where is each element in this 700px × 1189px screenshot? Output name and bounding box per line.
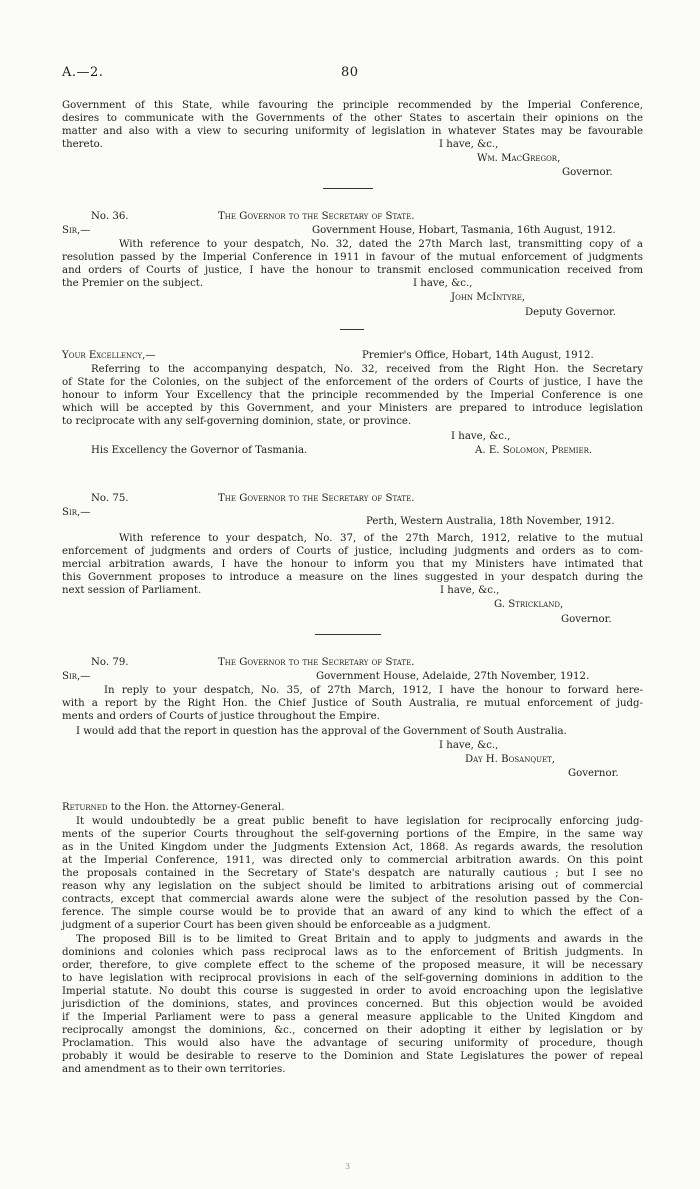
text-line: next session of Parliament. [62, 585, 202, 596]
page-number: 80 [341, 65, 359, 80]
text-line: at the Imperial Conference, 1911, was directed only to commercial arbitration awards. On this point [62, 855, 643, 866]
text-line: Proclamation. This would also have the advantage of securing uniformity of procedure, though [62, 1038, 643, 1049]
text-line: with a report by the Right Hon. the Chief Justice of South Australia, re mutual enforcement of judg- [62, 698, 643, 709]
text-line: Government of this State, while favouring the principle recommended by the Imperial Conference, [62, 100, 643, 111]
text-line: ments and orders of Courts of justice throughout the Empire. [62, 711, 380, 722]
salutation: Your Excellency,— [62, 350, 156, 361]
salutation: Sir,— [62, 225, 91, 236]
addressee: His Excellency the Governor of Tasmania. [91, 445, 308, 456]
text-line: this Government proposes to introduce a measure on the lines suggested in your despatch during the [62, 572, 643, 583]
closing: I have, &c., [439, 740, 499, 751]
closing: I have, &c., [440, 585, 500, 596]
place-date: Perth, Western Australia, 18th November, 1912. [366, 516, 615, 527]
text-line: jurisdiction of the dominions, states, and provinces concerned. But this objection would be avoided [62, 999, 643, 1010]
closing: I have, &c., [413, 278, 473, 289]
section-divider [340, 329, 364, 330]
text-line: which will be accepted by this Government, and your Ministers are prepared to introduce legislation [62, 403, 643, 414]
closing: I have, &c., [439, 139, 499, 150]
text-line: With reference to your despatch, No. 37, of the 27th March, 1912, relative to the mutual [119, 533, 643, 544]
text-line: enforcement of judgments and orders of Courts of justice, including judgments and orders as to com- [62, 546, 643, 557]
despatch-heading: The Governor to the Secretary of State. [218, 493, 415, 504]
text-line: reciprocally amongst the dominions, &c., concerned on their adopting it either by legislation or by [62, 1025, 643, 1036]
text-line: probably it would be desirable to reserve to the Dominion and State Legislatures the power of repeal [62, 1051, 643, 1062]
document-reference: A.—2. [62, 65, 104, 80]
signer-title: Governor. [562, 167, 613, 178]
footer-mark: 3 [345, 1162, 351, 1171]
minute-lead-word: Returned [62, 802, 108, 813]
text-line: order, therefore, to give complete effect to the scheme of the proposed measure, it will be necessary [62, 960, 643, 971]
salutation: Sir,— [62, 507, 91, 518]
despatch-heading: The Governor to the Secretary of State. [218, 657, 415, 668]
text-line: if the Imperial Parliament were to pass a general measure applicable to the United Kingdom and [62, 1012, 643, 1023]
text-line: The proposed Bill is to be limited to Great Britain and to apply to judgments and awards in the [76, 934, 643, 945]
text-line: mercial arbitration awards, I have the honour to inform you that my Ministers have intimated that [62, 559, 643, 570]
signer: Day H. Bosanquet, [465, 754, 556, 765]
text-line: and amendment as to their own territories. [62, 1064, 286, 1075]
closing: I have, &c., [451, 431, 511, 442]
despatch-number: No. 79. [91, 657, 129, 668]
text-line: With reference to your despatch, No. 32, dated the 27th March last, transmitting copy of a [119, 239, 643, 250]
text-line: of State for the Colonies, on the subject of the enforcement of the orders of Courts of justice, I have the [62, 377, 643, 388]
text-line: to reciprocate with any self-governing dominion, state, or province. [62, 416, 412, 427]
section-divider [323, 188, 373, 189]
place-date: Government House, Adelaide, 27th November, 1912. [316, 671, 590, 682]
text-line: Imperial statute. No doubt this course is suggested in order to avoid encroaching upon the legislative [62, 986, 643, 997]
text-line: and orders of Courts of justice, I have the honour to transmit enclosed communication received from [62, 265, 643, 276]
text-line: It would undoubtedly be a great public benefit to have legislation for reciprocally enforcing judg- [76, 816, 643, 827]
text-line: ference. The simple course would be to provide that an award of any kind to which the effect of a [62, 907, 643, 918]
text-line: I would add that the report in question has the approval of the Government of South Australia. [76, 726, 567, 737]
text-line: In reply to your despatch, No. 35, of 27th March, 1912, I have the honour to forward here- [104, 685, 643, 696]
text-line: contracts, except that commercial awards alone were the subject of the resolution passed by the Con- [62, 894, 643, 905]
minute-lead-rest: to the Hon. the Attorney-General. [107, 802, 285, 813]
text-line: desires to communicate with the Governments of the other States to ascertain their opinions on the [62, 113, 643, 124]
signer: Wm. MacGregor, [477, 153, 561, 164]
despatch-heading: The Governor to the Secretary of State. [218, 211, 415, 222]
despatch-number: No. 75. [91, 493, 129, 504]
place-date: Government House, Hobart, Tasmania, 16th August, 1912. [312, 225, 616, 236]
salutation: Sir,— [62, 671, 91, 682]
text-line: resolution passed by the Imperial Conference in 1911 in favour of the mutual enforcement of judgments [62, 252, 643, 263]
despatch-number: No. 36. [91, 211, 129, 222]
text-line: as in the United Kingdom under the Judgments Extension Act, 1868. As regards awards, the resolution [62, 842, 643, 853]
signer-title: Governor. [561, 614, 612, 625]
text-line: to have legislation with reciprocal provisions in each of the self-governing dominions in addition to the [62, 973, 643, 984]
text-line: ments of the superior Courts throughout the self-governing portions of the Empire, in the same way [62, 829, 643, 840]
signer: A. E. Solomon, Premier. [475, 445, 593, 456]
text-line: thereto. [62, 139, 103, 150]
text-line: reason why any legislation on the subject should be limited to arbitrations arising out of commercial [62, 881, 643, 892]
text-line: honour to inform Your Excellency that the principle recommended by the Imperial Conference is one [62, 390, 643, 401]
signer-title: Deputy Governor. [525, 307, 616, 318]
text-line: judgment of a superior Court has been given should be enforceable as a judgment. [62, 920, 491, 931]
signer: John McIntyre, [451, 292, 526, 303]
section-divider [315, 634, 381, 635]
text-line: the Premier on the subject. [62, 278, 204, 289]
text-line: the proposals contained in the Secretary of State's despatch are naturally cautious ; but I see no [62, 868, 643, 879]
minute-lead [62, 801, 284, 814]
signer-title: Governor. [568, 768, 619, 779]
text-line: matter and also with a view to securing uniformity of legislation in whatever States may be favourable [62, 126, 643, 137]
place-date: Premier's Office, Hobart, 14th August, 1912. [362, 350, 594, 361]
text-line: Referring to the accompanying despatch, No. 32, received from the Right Hon. the Secretary [91, 364, 643, 375]
text-line: dominions and colonies which pass reciprocal laws as to the enforcement of British judgments. In [62, 947, 643, 958]
signer: G. Strickland, [494, 599, 564, 610]
